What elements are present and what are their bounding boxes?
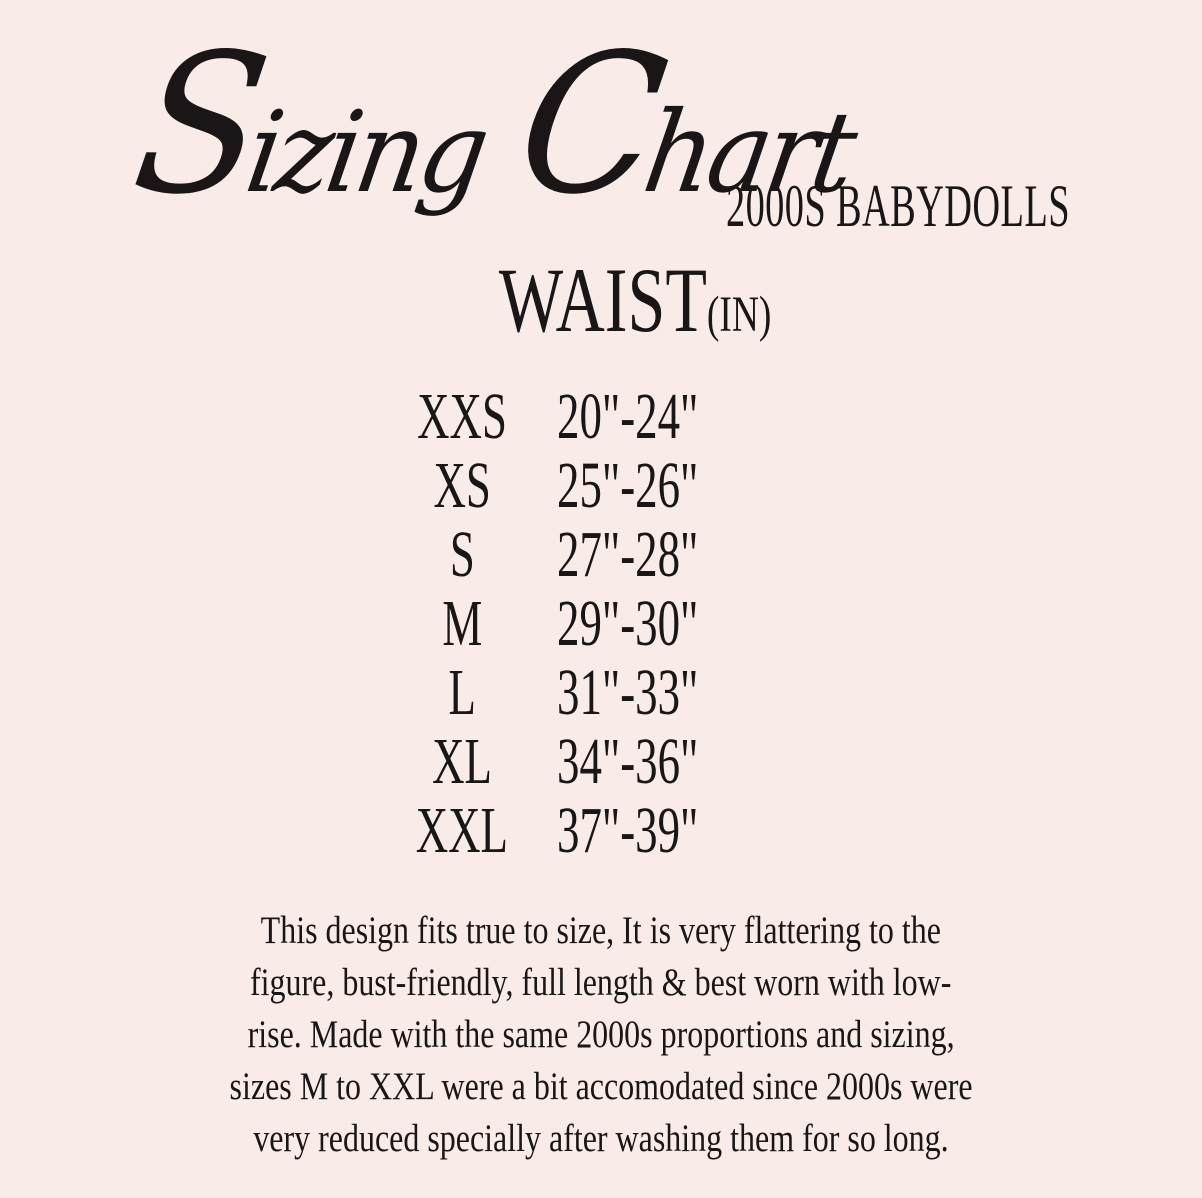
measurement-header — [0, 249, 1202, 362]
page-title-word-sizing: Sizing — [121, 13, 494, 237]
table-row — [367, 520, 887, 589]
waist-range-value: 29"-30" — [557, 587, 699, 660]
fit-note-line-4: sizes M to XXL were a bit accomodated since 2000s were — [229, 1065, 973, 1108]
fit-note — [0, 905, 1202, 1165]
collection-label: 2000S BABYDOLLS — [726, 173, 1070, 239]
measurement-unit-label: (IN) — [706, 286, 772, 342]
table-row — [367, 658, 887, 727]
waist-range-value: 25"-26" — [557, 449, 699, 522]
size-label: L — [448, 656, 476, 729]
size-label: S — [449, 518, 475, 591]
fit-note-line-5: very reduced specially after washing them for so long. — [253, 1117, 949, 1160]
size-label: XL — [432, 725, 492, 798]
fit-note-line-2: figure, bust-friendly, full length & best worn with low- — [250, 961, 952, 1004]
waist-range-value: 34"-36" — [557, 725, 699, 798]
table-row — [367, 589, 887, 658]
table-row — [367, 451, 887, 520]
table-row — [367, 727, 887, 796]
waist-range-value: 20"-24" — [557, 380, 699, 453]
table-row — [367, 796, 887, 865]
size-label: XXS — [417, 380, 507, 453]
size-label: XXL — [415, 794, 509, 867]
measurement-label: WAIST — [498, 249, 707, 351]
table-row — [367, 382, 887, 451]
page-title-word-chart: Chart — [505, 13, 861, 237]
size-label: M — [442, 587, 482, 660]
waist-range-value: 27"-28" — [557, 518, 699, 591]
size-label: XS — [433, 449, 491, 522]
waist-range-value: 37"-39" — [557, 794, 699, 867]
fit-note-line-1: This design fits true to size, It is very flattering to the — [260, 909, 942, 952]
waist-range-value: 31"-33" — [557, 656, 699, 729]
size-table — [367, 382, 887, 865]
fit-note-line-3: rise. Made with the same 2000s proportions and sizing, — [247, 1013, 955, 1056]
